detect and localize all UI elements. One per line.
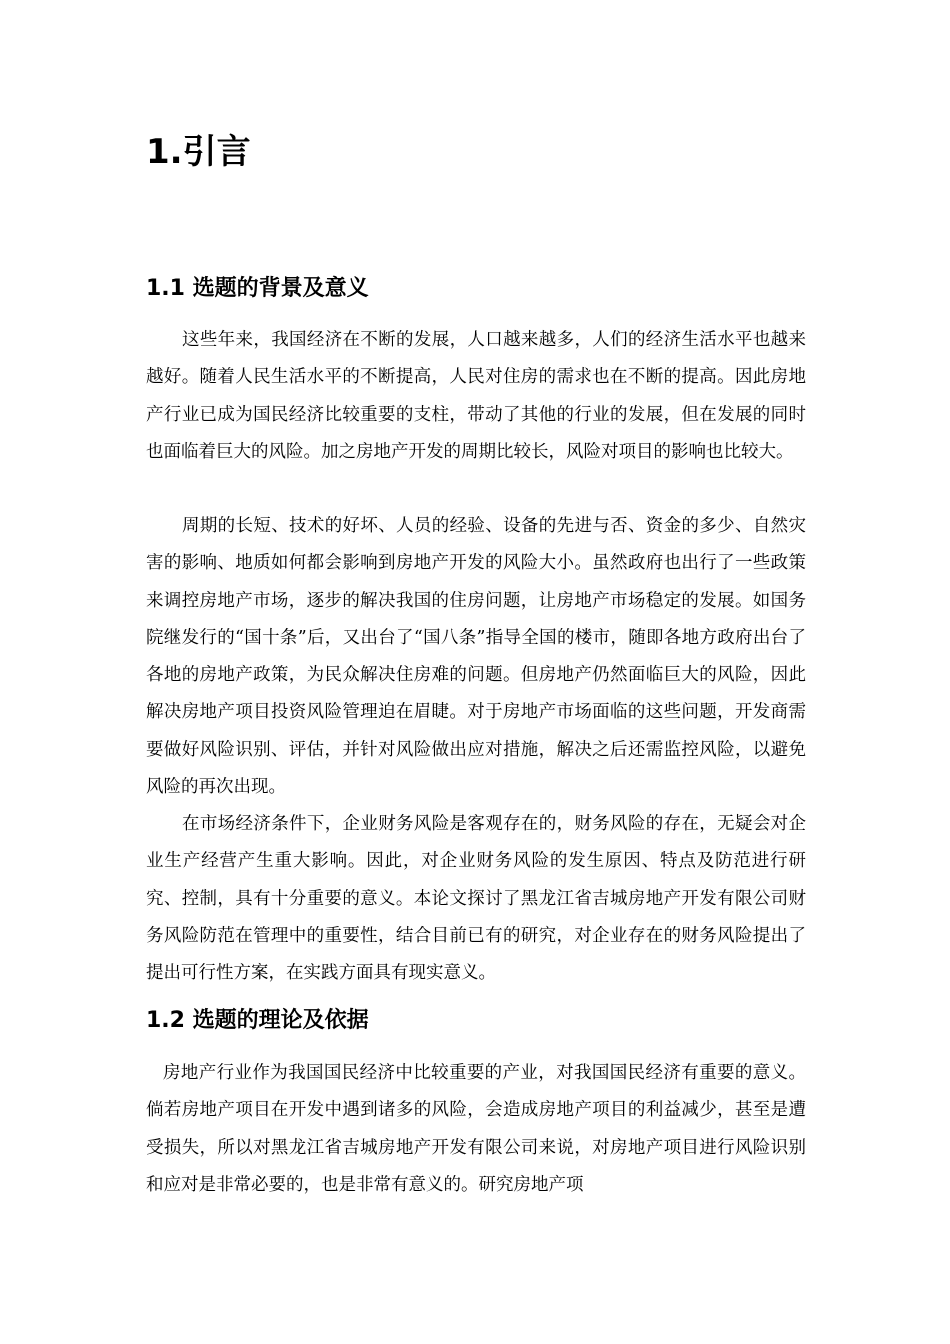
section-1-1-paragraph-3: 在市场经济条件下，企业财务风险是客观存在的，财务风险的存在，无疑会对企业生产经营产生重大影响。因此，对企业财务风险的发生原因、特点及防范进行研究、控制，具有十分重要的意义。本论文探讨了黑龙江省吉城房地产开发有限公司财务风险防范在管理中的重要性，结合目前已有的研究，对企业存在的财务风险提出了提出可行性方案，在实践方面具有现实意义。 bbox=[146, 814, 806, 984]
chapter-title: 1.引言 bbox=[146, 132, 251, 172]
section-1-1-paragraph-1: 这些年来，我国经济在不断的发展，人口越来越多，人们的经济生活水平也越来越好。随着人民生活水平的不断提高，人民对住房的需求也在不断的提高。因此房地产行业已成为国民经济比较重要的支柱，带动了其他的行业的发展，但在发展的同时也面临着巨大的风险。加之房地产开发的周期比较长，风险对项目的影响也比较大。 bbox=[146, 330, 806, 462]
section-1-1-paragraph-2: 周期的长短、技术的好坏、人员的经验、设备的先进与否、资金的多少、自然灾害的影响、地质如何都会影响到房地产开发的风险大小。虽然政府也出行了一些政策来调控房地产市场，逐步的解决我国的住房问题，让房地产市场稳定的发展。如国务院继发行的“国十条”后，又出台了“国八条”指导全国的楼市，随即各地方政府出台了各地的房地产政策，为民众解决住房难的问题。但房地产仍然面临巨大的风险，因此解决房地产项目投资风险管理迫在眉睫。对于房地产市场面临的这些问题，开发商需要做好风险识别、评估，并针对风险做出应对措施，解决之后还需监控风险，以避免风险的再次出现。 bbox=[146, 516, 806, 798]
section-title-1-1: 1.1 选题的背景及意义 bbox=[146, 276, 369, 301]
section-title-1-2: 1.2 选题的理论及依据 bbox=[146, 1008, 369, 1033]
section-1-2-paragraph-1: 房地产行业作为我国国民经济中比较重要的产业，对我国国民经济有重要的意义。倘若房地产项目在开发中遇到诸多的风险，会造成房地产项目的利益减少，甚至是遭受损失，所以对黑龙江省吉城房地产开发有限公司来说，对房地产项目进行风险识别和应对是非常必要的，也是非常有意义的。研究房地产项 bbox=[146, 1063, 806, 1195]
